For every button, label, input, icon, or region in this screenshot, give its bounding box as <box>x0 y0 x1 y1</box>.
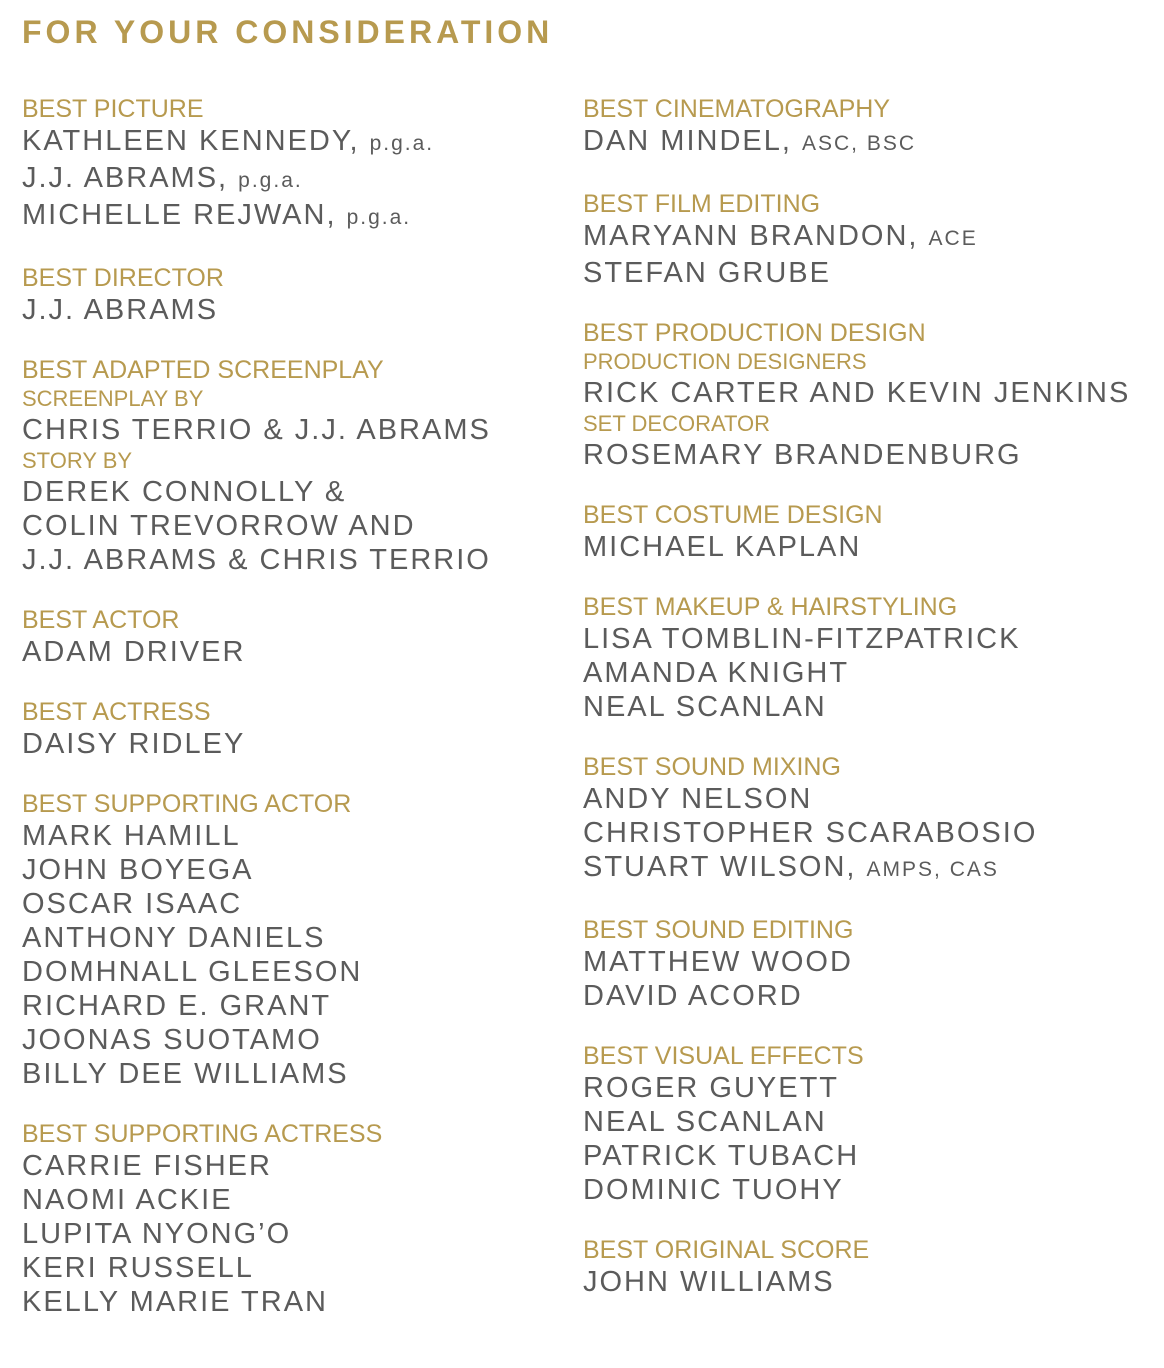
right-column <box>583 94 1158 1327</box>
nominee-name <box>22 509 562 543</box>
category-best-actress <box>22 697 562 761</box>
guild-suffix: ASC, BSC <box>801 132 917 155</box>
nominee-name-text: DAISY RIDLEY <box>22 728 246 760</box>
credit-subheading <box>583 410 1158 438</box>
category-title: BEST PICTURE <box>22 95 204 123</box>
nominee-name-text: ANDY NELSON <box>583 783 813 815</box>
nominee-name <box>583 256 1158 290</box>
nominee-name-text: RICHARD E. GRANT <box>22 990 332 1022</box>
guild-suffix: AMPS, CAS <box>866 858 999 881</box>
nominee-name-text: DEREK CONNOLLY & <box>22 476 347 508</box>
credit-subheading <box>22 447 562 475</box>
nominee-name <box>22 1217 562 1251</box>
nominee-name <box>583 124 1158 161</box>
nominee-name-text: ROGER GUYETT <box>583 1072 840 1104</box>
nominee-name-text: ADAM DRIVER <box>22 636 246 668</box>
nominee-name-text: LISA TOMBLIN-FITZPATRICK <box>583 623 1021 655</box>
nominee-name <box>22 727 562 761</box>
nominee-name-text: CARRIE FISHER <box>22 1150 272 1182</box>
credit-subheading-text: PRODUCTION DESIGNERS <box>583 349 867 374</box>
category-title: BEST VISUAL EFFECTS <box>583 1042 864 1070</box>
nominee-name-text: MARYANN BRANDON, <box>583 220 919 252</box>
nominee-name-text: JOHN WILLIAMS <box>583 1266 835 1298</box>
category-best-sound-mixing <box>583 752 1158 887</box>
nominee-name-text: AMANDA KNIGHT <box>583 657 850 689</box>
nominee-name <box>583 656 1158 690</box>
category-title: BEST ORIGINAL SCORE <box>583 1236 870 1264</box>
nominee-name <box>22 293 562 327</box>
nominee-name <box>583 1105 1158 1139</box>
nominee-name-text: STUART WILSON, <box>583 851 857 883</box>
nominee-name <box>22 921 562 955</box>
nominee-name <box>583 816 1158 850</box>
category-title: BEST ADAPTED SCREENPLAY <box>22 356 384 384</box>
category-best-costume-design <box>583 500 1158 564</box>
nominee-name-text: DAN MINDEL, <box>583 125 792 157</box>
nominee-name <box>22 1183 562 1217</box>
category-best-sound-editing <box>583 915 1158 1013</box>
left-column <box>22 94 562 1347</box>
nominee-name-text: DAVID ACORD <box>583 980 803 1012</box>
category-title: BEST PRODUCTION DESIGN <box>583 319 926 347</box>
nominee-name <box>22 989 562 1023</box>
nominee-name <box>583 219 1158 256</box>
nominee-name-text: LUPITA NYONG’O <box>22 1218 292 1250</box>
nominee-name <box>583 690 1158 724</box>
nominee-name <box>583 1071 1158 1105</box>
nominee-name <box>22 955 562 989</box>
nominee-name-text: ANTHONY DANIELS <box>22 922 326 954</box>
category-best-director <box>22 263 562 327</box>
category-title: BEST SUPPORTING ACTOR <box>22 790 352 818</box>
credit-subheading <box>583 348 1158 376</box>
guild-suffix: p.g.a. <box>238 169 303 192</box>
nominee-name <box>583 530 1158 564</box>
nominee-name-text: STEFAN GRUBE <box>583 257 831 289</box>
category-title: BEST MAKEUP & HAIRSTYLING <box>583 593 958 621</box>
category-title: BEST DIRECTOR <box>22 264 224 292</box>
category-best-adapted-screenplay <box>22 355 562 577</box>
nominee-name <box>22 887 562 921</box>
nominee-name-text: JOHN BOYEGA <box>22 854 254 886</box>
nominee-name <box>583 1265 1158 1299</box>
guild-suffix: p.g.a. <box>346 206 412 229</box>
nominee-name-text: NAOMI ACKIE <box>22 1184 233 1216</box>
credit-subheading <box>22 385 562 413</box>
nominee-name <box>22 1285 562 1319</box>
guild-suffix: p.g.a. <box>369 132 435 155</box>
nominee-name <box>583 438 1158 472</box>
category-best-visual-effects <box>583 1041 1158 1207</box>
nominee-name <box>22 124 562 161</box>
nominee-name <box>22 161 562 198</box>
nominee-name-text: KATHLEEN KENNEDY, <box>22 125 360 157</box>
nominee-name <box>22 1057 562 1091</box>
nominee-name-text: BILLY DEE WILLIAMS <box>22 1058 349 1090</box>
nominee-name <box>583 979 1158 1013</box>
category-best-cinematography <box>583 94 1158 161</box>
nominee-name-text: MICHAEL KAPLAN <box>583 531 862 563</box>
nominee-name-text: J.J. ABRAMS & CHRIS TERRIO <box>22 544 491 576</box>
nominee-name-text: COLIN TREVORROW AND <box>22 510 416 542</box>
category-title: BEST SUPPORTING ACTRESS <box>22 1120 383 1148</box>
nominee-name-text: CHRISTOPHER SCARABOSIO <box>583 817 1038 849</box>
category-best-supporting-actress <box>22 1119 562 1319</box>
credit-subheading-text: SET DECORATOR <box>583 411 771 436</box>
category-best-makeup-hairstyling <box>583 592 1158 724</box>
nominee-name <box>22 1023 562 1057</box>
nominee-name-text: RICK CARTER AND KEVIN JENKINS <box>583 377 1131 409</box>
nominee-name-text: J.J. ABRAMS, <box>22 162 229 194</box>
nominee-name <box>583 850 1158 887</box>
category-best-picture <box>22 94 562 235</box>
nominee-name-text: MARK HAMILL <box>22 820 241 852</box>
category-title: BEST COSTUME DESIGN <box>583 501 883 529</box>
page-title: FOR YOUR CONSIDERATION <box>22 14 554 50</box>
nominee-name-text: DOMHNALL GLEESON <box>22 956 363 988</box>
category-title: BEST SOUND MIXING <box>583 753 841 781</box>
nominee-name <box>22 198 562 235</box>
category-best-production-design <box>583 318 1158 472</box>
nominee-name-text: MICHELLE REJWAN, <box>22 199 337 231</box>
category-best-supporting-actor <box>22 789 562 1091</box>
credit-subheading-text: SCREENPLAY BY <box>22 386 204 411</box>
category-title: BEST CINEMATOGRAPHY <box>583 95 891 123</box>
nominee-name-text: NEAL SCANLAN <box>583 1106 827 1138</box>
category-title: BEST SOUND EDITING <box>583 916 854 944</box>
nominee-name <box>22 819 562 853</box>
category-title: BEST FILM EDITING <box>583 190 821 218</box>
nominee-name <box>22 853 562 887</box>
nominee-name <box>583 622 1158 656</box>
nominee-name-text: CHRIS TERRIO & J.J. ABRAMS <box>22 414 491 446</box>
nominee-name <box>22 1251 562 1285</box>
category-best-original-score <box>583 1235 1158 1299</box>
nominee-name-text: OSCAR ISAAC <box>22 888 243 920</box>
category-title: BEST ACTOR <box>22 606 180 634</box>
nominee-name-text: KERI RUSSELL <box>22 1252 254 1284</box>
nominee-name-text: KELLY MARIE TRAN <box>22 1286 328 1318</box>
credit-subheading-text: STORY BY <box>22 448 133 473</box>
category-best-actor <box>22 605 562 669</box>
nominee-name-text: PATRICK TUBACH <box>583 1140 860 1172</box>
nominee-name <box>22 635 562 669</box>
nominee-name-text: JOONAS SUOTAMO <box>22 1024 322 1056</box>
nominee-name <box>583 376 1158 410</box>
category-best-film-editing <box>583 189 1158 290</box>
nominee-name <box>583 945 1158 979</box>
nominee-name-text: ROSEMARY BRANDENBURG <box>583 439 1022 471</box>
nominee-name-text: MATTHEW WOOD <box>583 946 853 978</box>
nominee-name-text: J.J. ABRAMS <box>22 294 219 326</box>
category-title: BEST ACTRESS <box>22 698 211 726</box>
nominee-name <box>22 1149 562 1183</box>
nominee-name <box>22 543 562 577</box>
nominee-name-text: DOMINIC TUOHY <box>583 1174 844 1206</box>
nominee-name-text: NEAL SCANLAN <box>583 691 827 723</box>
nominee-name <box>583 782 1158 816</box>
guild-suffix: ACE <box>928 227 978 250</box>
nominee-name <box>583 1139 1158 1173</box>
nominee-name <box>22 475 562 509</box>
nominee-name <box>583 1173 1158 1207</box>
nominee-name <box>22 413 562 447</box>
